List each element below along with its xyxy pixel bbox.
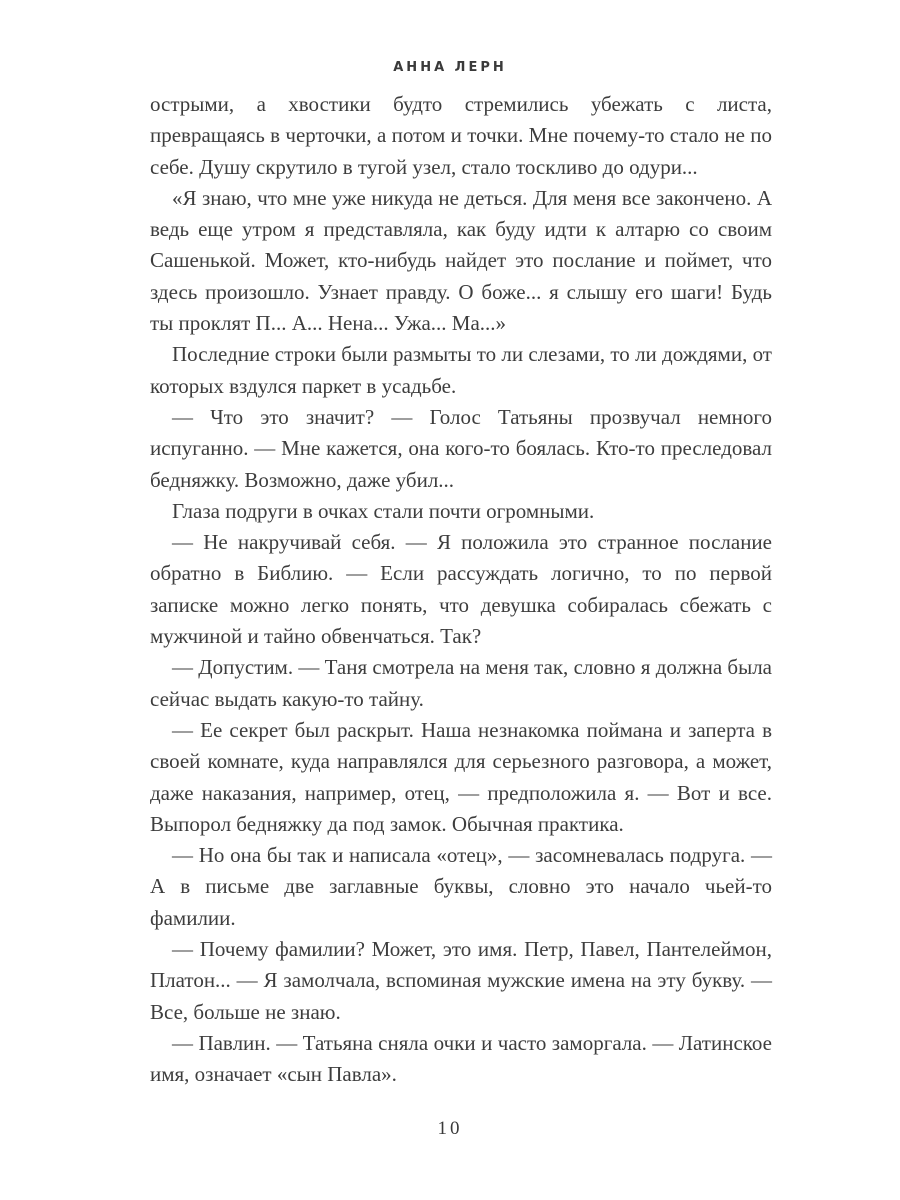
paragraph: «Я знаю, что мне уже никуда не деться. Для меня все закончено. А ведь еще утром я представляла, как буду идти к алтарю со своим Сашенькой. Может, кто-нибудь найдет это послание и поймет, что здесь произошло. Узнает правду. О боже... я слышу его шаги! Будь ты проклят П... А... Нена... Ужа... Ма...» [150,185,772,336]
paragraph: — Ее секрет был раскрыт. Наша незнакомка поймана и заперта в своей комнате, куда направлялся для серьезного разговора, а может, даже наказания, например, отец, — предположила я. — Вот и все. Выпорол бедняжку да под замок. Обычная практика. [150,717,772,836]
paragraph: — Что это значит? — Голос Татьяны прозвучал немного испуганно. — Мне кажется, она кого-то боялась. Кто-то преследовал бедняжку. Возможно, даже убил... [150,404,772,492]
paragraph: острыми, а хвостики будто стремились убежать с листа, превращаясь в черточки, а потом и точки. Мне почему-то стало не по себе. Душу скрутило в тугой узел, стало тоскливо до одури... [150,92,772,179]
running-head-author: АННА ЛЕРН [393,60,507,75]
paragraph: — Не накручивай себя. — Я положила это странное послание обратно в Библию. — Если рассуждать логично, то по первой записке можно легко понять, что девушка собиралась сбежать с мужчиной и тайно обвенчаться. Так? [150,530,772,649]
paragraph: — Почему фамилии? Может, это имя. Петр, Павел, Пантелеймон, Платон... — Я замолчала, вспоминая мужские имена на эту букву. — Все, больше не знаю. [150,937,772,1024]
main-text [150,89,772,1091]
page-number: 10 [437,1118,463,1139]
paragraph: Последние строки были размыты то ли слезами, то ли дождями, от которых вздулся паркет в усадьбе. [150,342,772,398]
paragraph: — Допустим. — Таня смотрела на меня так, словно я должна была сейчас выдать какую-то тайну. [150,655,772,711]
paragraph: — Но она бы так и написала «отец», — засомневалась подруга. — А в письме две заглавные буквы, словно это начало чьей-то фамилии. [150,843,772,930]
paragraph: — Павлин. — Татьяна сняла очки и часто заморгала. — Латинское имя, означает «сын Павла». [150,1030,772,1087]
paragraph: Глаза подруги в очках стали почти огромными. [172,498,595,523]
